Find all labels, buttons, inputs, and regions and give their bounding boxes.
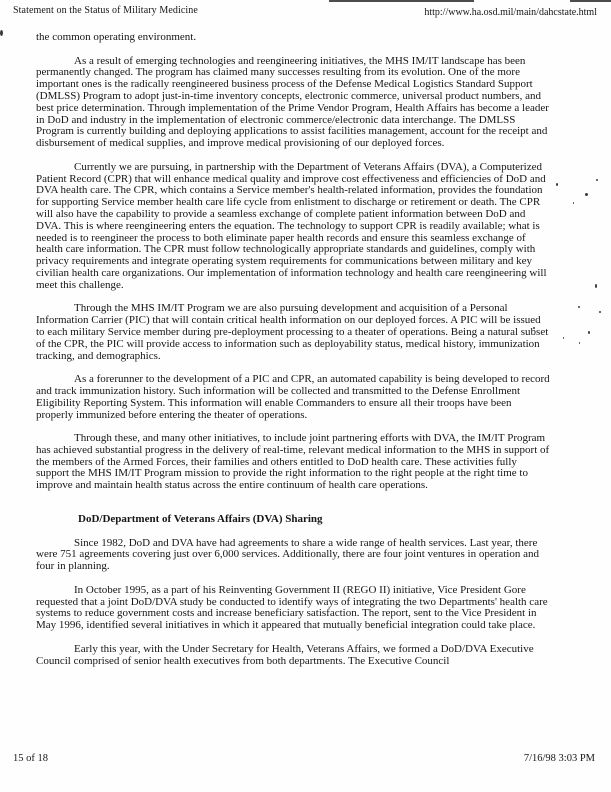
scan-speck xyxy=(563,337,564,339)
paragraph-immunization-tracking: As a forerunner to the development of a PIC and CPR, an automated capability is being developed to record and track immunization history. Such information will be collected and transmitted to the Defense Enrollment Eligibility Reporting System. This information will enable Commanders to ensure all their troops have been properly immunized before entering the theater of operations. xyxy=(36,373,550,421)
scan-speck xyxy=(585,193,588,196)
paragraph-sharing-agreements: Since 1982, DoD and DVA have had agreements to share a wide range of health services. Last year, there were 751 agreements covering just over 6,000 services. Additionally, there are four joint ventures in operation and four in planning. xyxy=(36,536,539,573)
scan-speck xyxy=(588,331,590,334)
scan-artifact-line xyxy=(570,0,611,2)
paragraph-continuation: the common operating environment. xyxy=(36,31,197,43)
paragraph-rego-ii-study: In October 1995, as a part of his Reinventing Government II (REGO II) initiative, Vice President Gore requested that a joint DoD/DVA study be conducted to identify ways of integrating the two Departments' health care systems to reduce government costs and increase beneficiary satisfaction. The report, sent to the Vice President in May 1996, identified several initiatives in which it appeared that mutually beneficial integration could take place. xyxy=(36,583,548,632)
document-header-url: http://www.ha.osd.mil/main/dahcstate.html xyxy=(424,7,597,18)
paragraph-pic: Through the MHS IM/IT Program we are also pursuing development and acquisition of a Personal Information Carrier (PIC) that will contain critical health information on our deployed forces. A PIC will be issued to each military Service member during pre-deployment processing to a theater of operations. Being a natural subset of the CPR, the PIC will provide access to information such as deployability status, medical history, immunization tracking, and demographics. xyxy=(36,302,549,362)
footer-timestamp: 7/16/98 3:03 PM xyxy=(523,753,595,764)
scan-speck xyxy=(596,179,598,181)
document-body xyxy=(36,32,551,679)
scan-speck xyxy=(595,284,597,288)
paragraph-mhs-imit-landscape: As a result of emerging technologies and reengineering initiatives, the MHS IM/IT landscape has been permanently changed. The program has claimed many successes resulting from its evolution. One of the more important ones is the radically reengineered business process of the Defense Medical Logistics Standard Support (DMLSS) Program to adopt just-in-time inventory concepts, electronic commerce, universal product numbers, and best price determination. Through implementation of the Prime Vendor Program, Health Affairs has become a leader in DoD and industry in the implementation of electronic commerce/electronic data interchange. The DMLSS Program is currently building and deploying applications to assist facilities management, account for the receipt and disbursement of medical supplies, and improve medical provisioning of our deployed forces. xyxy=(36,54,549,150)
paragraph-cpr-partnership: Currently we are pursuing, in partnership with the Department of Veterans Affairs (DVA), a Computerized Patient Record (CPR) that will enhance medical quality and improve cost effectiveness and efficiencies of DoD and DVA health care. The CPR, which contains a Service member's health-related information, provides the foundation for supporting Service member health care life cycle from enlistment to discharge or retirement or death. The CPR will also have the capability to provide a seamless exchange of complete patient information between DoD and DVA. This is where reengineering enters the equation. The technology to support CPR is readily available; what is needed is to reengineer the process to both eliminate paper health records and ensure this seamless exchange of health care information. The CPR must follow technologically appropriate standards and guidelines, comply with privacy requirements and integrate operating system requirements for communications between military and key civilian health care organizations. Our implementation of information technology and health care reengineering will meet this challenge. xyxy=(36,160,547,291)
footer-page-number: 15 of 18 xyxy=(13,753,48,764)
scan-speck xyxy=(578,306,580,308)
scan-speck xyxy=(556,183,558,186)
scan-artifact-line xyxy=(329,0,474,2)
scan-speck xyxy=(0,30,3,36)
scan-speck xyxy=(573,202,574,204)
paragraph-imit-mission: Through these, and many other initiatives, to include joint partnering efforts with DVA, the IM/IT Program has achieved substantial progress in the delivery of real-time, relevant medical information to the MHS in support of the members of the Armed Forces, their families and others entitled to DoD health care. These activities fully support the MHS IM/IT Program mission to provide the right information to the right people at the right time to improve and maintain health status across the entire continuum of health care operations. xyxy=(36,432,550,492)
document-header-title: Statement on the Status of Military Medicine xyxy=(13,5,198,16)
scan-speck xyxy=(599,311,601,313)
scan-speck xyxy=(579,342,580,344)
section-heading-dva-sharing: DoD/Department of Veterans Affairs (DVA) Sharing xyxy=(78,513,323,526)
paragraph-executive-council: Early this year, with the Under Secretary for Health, Veterans Affairs, we formed a DoD/DVA Executive Council comprised of senior health executives from both departments. The Executive Council xyxy=(36,642,534,667)
